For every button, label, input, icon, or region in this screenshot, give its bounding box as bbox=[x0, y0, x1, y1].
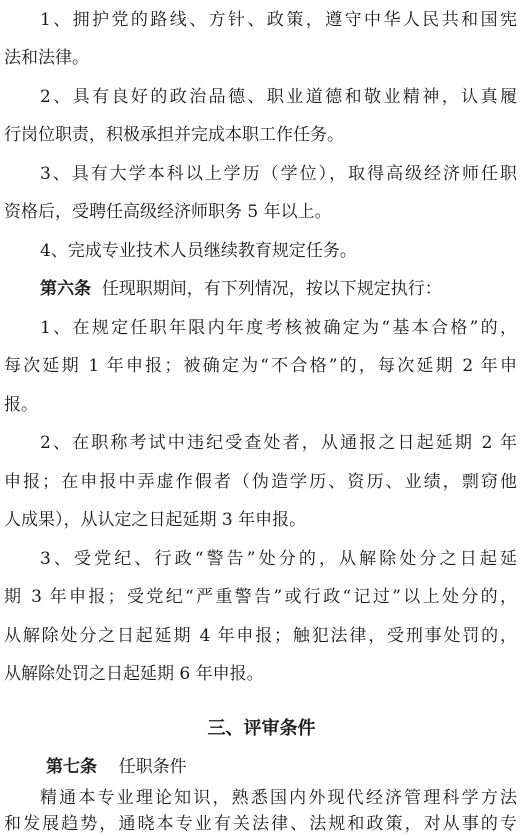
section-heading: 三、评审条件 bbox=[207, 718, 316, 739]
paragraph-6-line-2: 申报；在申报中弄虚作假者（伪造学历、资历、业绩，剽窃他 bbox=[4, 472, 517, 492]
paragraph-7-line-1: 3、受党纪、行政“警告”处分的，从解除处分之日起延 bbox=[40, 549, 517, 569]
paragraph-5-line-2: 每次延期 1 年申报；被确定为“不合格”的，每次延期 2 年申 bbox=[4, 356, 517, 376]
paragraph-6-line-1: 2、在职称考试中违纪受查处者，从通报之日起延期 2 年 bbox=[40, 433, 517, 453]
paragraph-7-line-3: 从解除处分之日起延期 4 年申报；触犯法律，受刑事处罚的， bbox=[4, 626, 517, 646]
article-6-text: 任现职期间，有下列情况，按以下规定执行： bbox=[91, 279, 442, 299]
paragraph-6-line-3: 人成果），从认定之日起延期 3 年申报。 bbox=[4, 510, 307, 530]
paragraph-3-line-2: 资格后，受聘任高级经济师职务 5 年以上。 bbox=[4, 202, 332, 222]
paragraph-1-line-1: 1、拥护党的路线、方针、政策，遵守中华人民共和国宪 bbox=[40, 10, 517, 30]
article-7-label: 第七条 bbox=[46, 757, 97, 777]
paragraph-7-line-4: 从解除处罚之日起延期 6 年申报。 bbox=[4, 664, 264, 684]
article-6-label: 第六条 bbox=[40, 279, 91, 299]
paragraph-8-line-2: 和发展趋势，通晓本专业有关法律、法规和政策，对从事的专 bbox=[4, 814, 517, 834]
article-6-line bbox=[0, 277, 523, 301]
paragraph-2-line-2: 行岗位职责，积极承担并完成本职工作任务。 bbox=[4, 125, 344, 145]
paragraph-4-line-1: 4、完成专业技术人员继续教育规定任务。 bbox=[40, 241, 357, 261]
paragraph-2-line-1: 2、具有良好的政治品德、职业道德和敬业精神，认真履 bbox=[40, 87, 517, 107]
paragraph-5-line-1: 1、在规定任职年限内年度考核被确定为“基本合格”的， bbox=[40, 318, 517, 338]
article-7-line bbox=[0, 755, 523, 779]
paragraph-8-line-1: 精通本专业理论知识，熟悉国内外现代经济管理科学方法 bbox=[40, 788, 517, 808]
paragraph-1-line-2: 法和法律。 bbox=[4, 48, 89, 68]
paragraph-7-line-2: 期 3 年申报；受党纪“严重警告”或行政“记过”以上处分的， bbox=[4, 587, 517, 607]
article-7-text: 任职条件 bbox=[97, 757, 187, 777]
paragraph-5-line-3: 报。 bbox=[4, 395, 38, 415]
paragraph-3-line-1: 3、具有大学本科以上学历（学位），取得高级经济师任职 bbox=[40, 164, 517, 184]
